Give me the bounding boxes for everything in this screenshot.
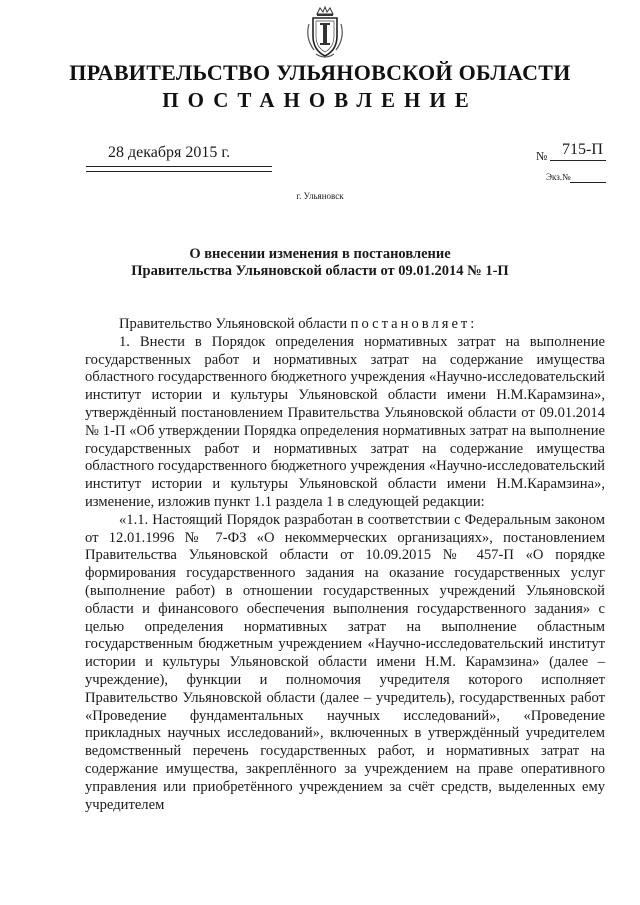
preamble-lead: Правительство Ульяновской области <box>119 316 351 332</box>
document-date: 28 декабря 2015 г. <box>108 144 231 161</box>
preamble-verb: постановляет: <box>350 316 478 332</box>
document-body <box>85 316 605 814</box>
paragraph-2: «1.1. Настоящий Порядок разработан в соответствии с Федеральным законом от 12.01.1996 № 7-ФЗ «О некоммерческих организациях», постановлением Правительства Ульяновской области от 10.09.2015 № 457-П «О порядке формирования государственного задания на оказание государственных услуг (выполнение работ) в отношении государственных учреждений Ульяновской области и финансового обеспечения выполнения государственного задания» с целью определения нормативных затрат на выполнение областным государственным бюджетным учреждением «Научно-исследовательский институт истории и культуры Ульяновской области имени Н.М. Карамзина» (далее – учреждение), функции и полномочия учредителя которого исполняет Правительство Ульяновской области (далее – учредитель), государственных работ «Проведение фундаментальных научных исследований», «Проведение прикладных научных исследований», включенных в утверждённый учредителем ведомственный перечень государственных работ, и нормативных затрат на содержание имущества, закреплённого за учреждением на праве оперативного управления или приобретённого учреждением за счёт средств, выделенных ему учредителем <box>85 511 605 813</box>
copy-number-underline <box>570 182 606 183</box>
number-label: № <box>536 149 548 163</box>
subject-line-2: Правительства Ульяновской области от 09.01.2014 № 1-П <box>131 263 509 279</box>
city: г. Ульяновск <box>296 191 344 201</box>
copy-number-label: Экз.№ <box>546 172 571 182</box>
document-subject <box>0 246 640 280</box>
preamble <box>85 316 605 334</box>
subject-line-1: О внесении изменения в постановление <box>189 246 451 262</box>
date-underline <box>86 166 272 167</box>
paragraph-1: 1. Внести в Порядок определения нормативных затрат на выполнение государственных работ и нормативных затрат на содержание имущества областного государственного бюджетного учреждения «Научно-исследовательский институт истории и культуры Ульяновской области имени Н.М.Карамзина», утверждённый постановлением Правительства Ульяновской области от 09.01.2014 № 1-П «Об утверждении Порядка определения нормативных затрат на выполнение государственных работ и нормативных затрат на содержание имущества областного государственного бюджетного учреждения «Научно-исследовательский институт истории и культуры Ульяновской области имени Н.М.Карамзина», изменение, изложив пункт 1.1 раздела 1 в следующей редакции: <box>85 333 605 510</box>
number-underline <box>550 160 606 161</box>
coat-of-arms-icon <box>302 6 348 60</box>
document-type: ПОСТАНОВЛЕНИЕ <box>162 88 478 112</box>
date-underline-double <box>86 171 272 172</box>
government-title: ПРАВИТЕЛЬСТВО УЛЬЯНОВСКОЙ ОБЛАСТИ <box>69 60 571 85</box>
document-number: 715-П <box>562 141 603 158</box>
